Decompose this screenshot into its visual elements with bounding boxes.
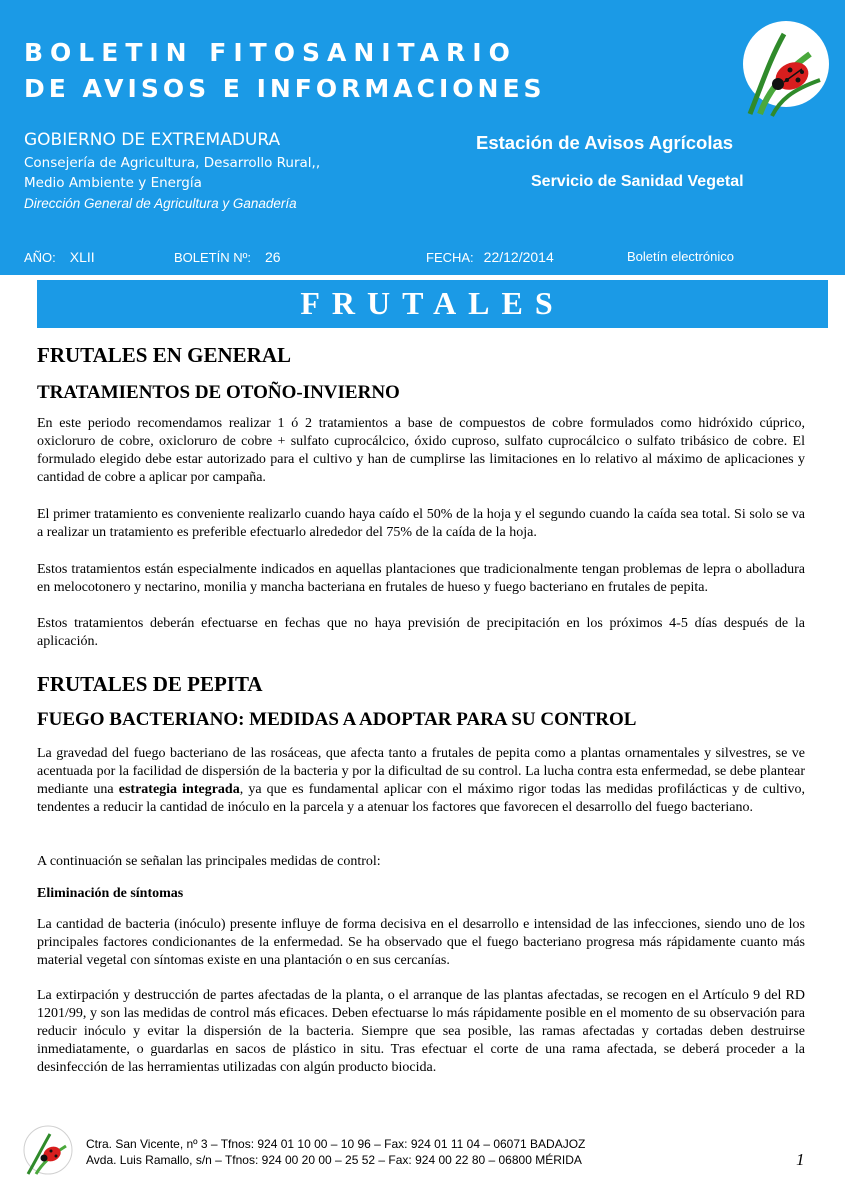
general-subheading: TRATAMIENTOS DE OTOÑO-INVIERNO bbox=[37, 382, 400, 403]
pepita-paragraph-3: La cantidad de bacteria (inóculo) presente influye de forma decisiva en el desarrollo e intensidad de las infecciones, siendo uno de los principales factores condicionantes de la enfermedad. Se ha observado que el fuego bacteriano progresa más rápidamente cuanto más material vegetal con síntomas existe en una plantación o en sus cercanías. bbox=[37, 917, 805, 968]
footer-address-merida: Avda. Luis Ramallo, s/n – Tfnos: 924 00 20 00 – 25 52 – Fax: 924 00 22 80 – 06800 MÉRIDA bbox=[86, 1153, 582, 1167]
meta-format: Boletín electrónico bbox=[627, 249, 734, 264]
general-paragraph-2: El primer tratamiento es conveniente realizarlo cuando haya caído el 50% de la hoja y el segundo cuando la caída sea total. Si solo se va a realizar un tratamiento es preferible efectuarlo alrededor del 75% de la caída de la hoja. bbox=[37, 507, 805, 540]
elimination-heading: Eliminación de síntomas bbox=[37, 886, 184, 901]
consejeria-line2: Medio Ambiente y Energía bbox=[24, 175, 202, 191]
meta-year-label: AÑO: bbox=[24, 250, 56, 265]
service-name: Servicio de Sanidad Vegetal bbox=[531, 173, 744, 190]
bulletin-title-line2: DE AVISOS E INFORMACIONES bbox=[24, 74, 546, 103]
general-paragraph-4: Estos tratamientos deberán efectuarse en fechas que no haya previsión de precipitación en los próximos 4-5 días después de la aplicación. bbox=[37, 616, 805, 649]
bulletin-title-line1: BOLETIN FITOSANITARIO bbox=[24, 38, 517, 67]
pepita-paragraph-1 bbox=[37, 745, 805, 817]
general-paragraph-3: Estos tratamientos están especialmente indicados en aquellas plantaciones que tradicionalmente tengan problemas de lepra o abolladura en melocotonero y nectarino, monilia y mancha bacteriana en frutales de hueso y fuego bacteriano en frutales de pepita. bbox=[37, 562, 805, 595]
page-number: 1 bbox=[796, 1150, 805, 1169]
meta-date-value: 22/12/2014 bbox=[483, 249, 554, 265]
pepita-p1-text-a: La gravedad del fuego bacteriano de las rosáceas, que afecta tanto a frutales de pepita como a plantas ornamentales y silvestres, se ve acentuada por la facilidad de dispersión de la bacteria y por la dificultad de su control. La lucha contra esta enfermedad, se debe plantear mediante una bbox=[37, 746, 805, 797]
meta-bulletin-value: 26 bbox=[264, 249, 281, 265]
strategy-emphasis: estrategia integrada bbox=[118, 782, 240, 797]
meta-bulletin-label: BOLETÍN Nº: bbox=[174, 250, 251, 265]
header-banner bbox=[0, 0, 845, 275]
government-name: GOBIERNO DE EXTREMADURA bbox=[24, 130, 281, 150]
meta-year-value: XLII bbox=[69, 249, 95, 265]
general-paragraph-1: En este periodo recomendamos realizar 1 ó 2 tratamientos a base de compuestos de cobre formulados como hidróxido cúprico, oxicloruro de cobre, oxicloruro de cobre + sulfato cuprocálcico, óxido cuproso, sulfato cuprocálcico o sulfato tribásico de cobre. El formulado elegido debe estar autorizado para el cultivo y han de cumplirse las limitaciones en lo relativo al máximo de aplicaciones y cantidad de cobre a aplicar por campaña. bbox=[37, 416, 805, 485]
station-name: Estación de Avisos Agrícolas bbox=[476, 132, 734, 153]
general-heading: FRUTALES EN GENERAL bbox=[37, 343, 291, 367]
pepita-paragraph-4: La extirpación y destrucción de partes afectadas de la planta, o el arranque de las plantas afectadas, se recogen en el Artículo 9 del RD 1201/99, y son las medidas de control más eficaces. Deben efectuarse lo más rápidamente posible en el momento de su observación para reducir inóculo y evitar la dispersión de la bacteria. Siempre que sea posible, las ramas afectadas y cortadas deben destruirse inmediatamente, o guardarlas en sacos de plástico in situ. Tras efectuar el corte de una rama afectada, se deberá proceder a la desinfección de las herramientas utilizadas con algún producto biocida. bbox=[37, 988, 805, 1075]
pepita-subheading: FUEGO BACTERIANO: MEDIDAS A ADOPTAR PARA SU CONTROL bbox=[37, 709, 637, 730]
direccion-general: Dirección General de Agricultura y Ganadería bbox=[24, 196, 297, 211]
meta-date bbox=[426, 249, 554, 265]
footer-ladybug-icon bbox=[22, 1124, 74, 1176]
section-band bbox=[37, 280, 828, 328]
meta-date-label: FECHA: bbox=[426, 250, 474, 265]
ladybug-logo-icon bbox=[740, 14, 832, 118]
footer-address-badajoz: Ctra. San Vicente, nº 3 – Tfnos: 924 01 10 00 – 10 96 – Fax: 924 01 11 04 – 06071 BADAJOZ bbox=[86, 1137, 586, 1151]
meta-year bbox=[24, 249, 95, 265]
meta-bulletin bbox=[174, 249, 281, 265]
pepita-p1-text-b: , ya que es fundamental aplicar con el máximo rigor todas las medidas profilácticas y de cultivo, tendentes a reducir la cantidad de inóculo en la parcela y a atenuar los factores que favorecen el desarrollo del fuego bacteriano. bbox=[37, 782, 806, 815]
consejeria-line1: Consejería de Agricultura, Desarrollo Rural,, bbox=[24, 155, 321, 171]
pepita-paragraph-2: A continuación se señalan las principales medidas de control: bbox=[37, 854, 381, 869]
pepita-heading: FRUTALES DE PEPITA bbox=[37, 672, 263, 696]
section-title: FRUTALES bbox=[300, 285, 565, 321]
